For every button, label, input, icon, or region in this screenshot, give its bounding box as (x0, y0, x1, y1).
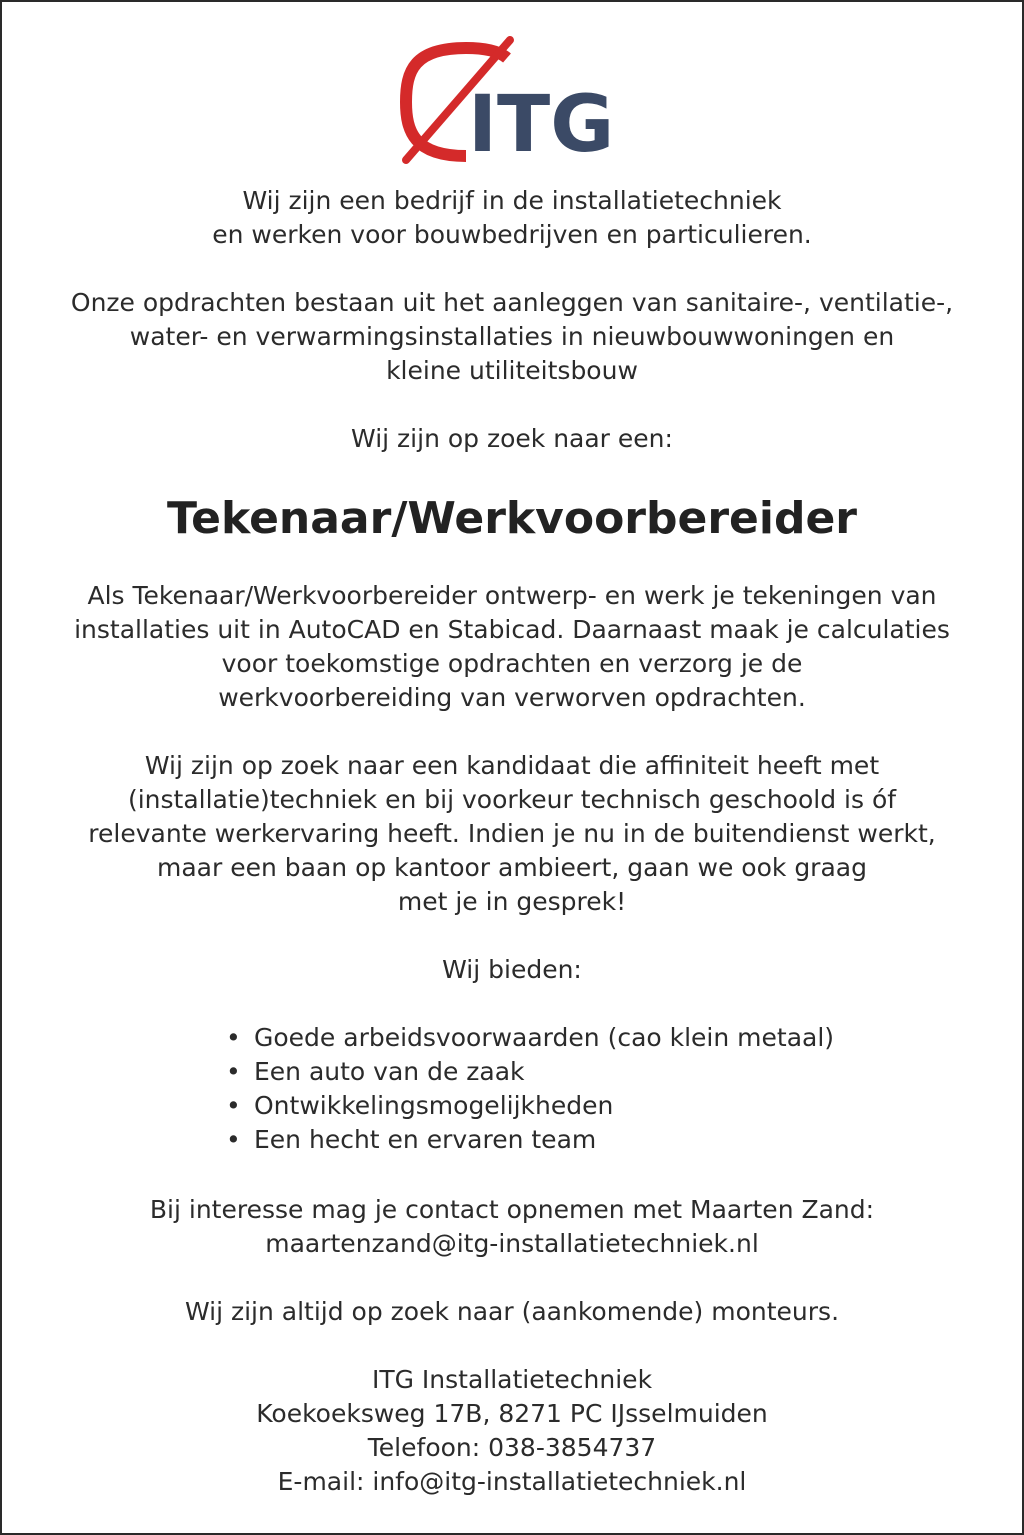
assignments-line-2: water- en verwarmingsinstallaties in nieuwbouwwoningen en (129, 322, 895, 351)
offer-list-item (224, 1089, 834, 1123)
assignments-line-3: kleine utiliteitsbouw (386, 356, 638, 385)
offer-list-item (224, 1123, 834, 1157)
candidate-line-4: maar een baan op kantoor ambieert, gaan we ook graag (157, 853, 867, 882)
bullet-icon: • (226, 1057, 241, 1086)
contact-email: maartenzand@itg-installatietechniek.nl (265, 1229, 759, 1258)
assignments-line-1: Onze opdrachten bestaan uit het aanleggen van sanitaire-, ventilatie-, (70, 288, 954, 317)
company-email: E-mail: info@itg-installatietechniek.nl (277, 1467, 747, 1496)
job-title: Tekenaar/Werkvoorbereider (166, 493, 857, 544)
role-line-4: werkvoorbereiding van verworven opdrachten. (218, 683, 806, 712)
offer-list (224, 1021, 834, 1157)
offer-text: Ontwikkelingsmogelijkheden (254, 1091, 614, 1120)
candidate-line-3: relevante werkervaring heeft. Indien je nu in de buitendienst werkt, (88, 819, 936, 848)
bullet-icon: • (226, 1023, 241, 1052)
bullet-icon: • (226, 1125, 241, 1154)
offer-list-item (224, 1055, 834, 1089)
candidate-line-1: Wij zijn op zoek naar een kandidaat die affiniteit heeft met (144, 751, 880, 780)
offer-list-item (224, 1021, 834, 1055)
offer-heading: Wij bieden: (442, 955, 582, 984)
itg-logo (400, 36, 632, 166)
candidate-line-5: met je in gesprek! (397, 887, 627, 916)
company-address: Koekoeksweg 17B, 8271 PC IJsselmuiden (256, 1399, 768, 1428)
offer-text: Een auto van de zaak (254, 1057, 525, 1086)
intro-line-2: en werken voor bouwbedrijven en particulieren. (212, 220, 812, 249)
company-name: ITG Installatietechniek (371, 1365, 653, 1394)
always-looking-text: Wij zijn altijd op zoek naar (aankomende) monteurs. (184, 1297, 840, 1326)
contact-line: Bij interesse mag je contact opnemen met Maarten Zand: (149, 1195, 875, 1224)
logo-text: ITG (468, 80, 615, 166)
intro-line-1: Wij zijn een bedrijf in de installatietechniek (242, 186, 782, 215)
bullet-icon: • (226, 1091, 241, 1120)
role-line-1: Als Tekenaar/Werkvoorbereider ontwerp- en werk je tekeningen van (87, 581, 937, 610)
looking-for-text: Wij zijn op zoek naar een: (351, 424, 673, 453)
company-phone: Telefoon: 038-3854737 (367, 1433, 657, 1462)
role-line-2: installaties uit in AutoCAD en Stabicad. Daarnaast maak je calculaties (74, 615, 950, 644)
role-line-3: voor toekomstige opdrachten en verzorg je de (221, 649, 803, 678)
offer-text: Goede arbeidsvoorwaarden (cao klein metaal) (254, 1023, 835, 1052)
offer-text: Een hecht en ervaren team (254, 1125, 597, 1154)
candidate-line-2: (installatie)techniek en bij voorkeur technisch geschoold is óf (127, 785, 897, 814)
